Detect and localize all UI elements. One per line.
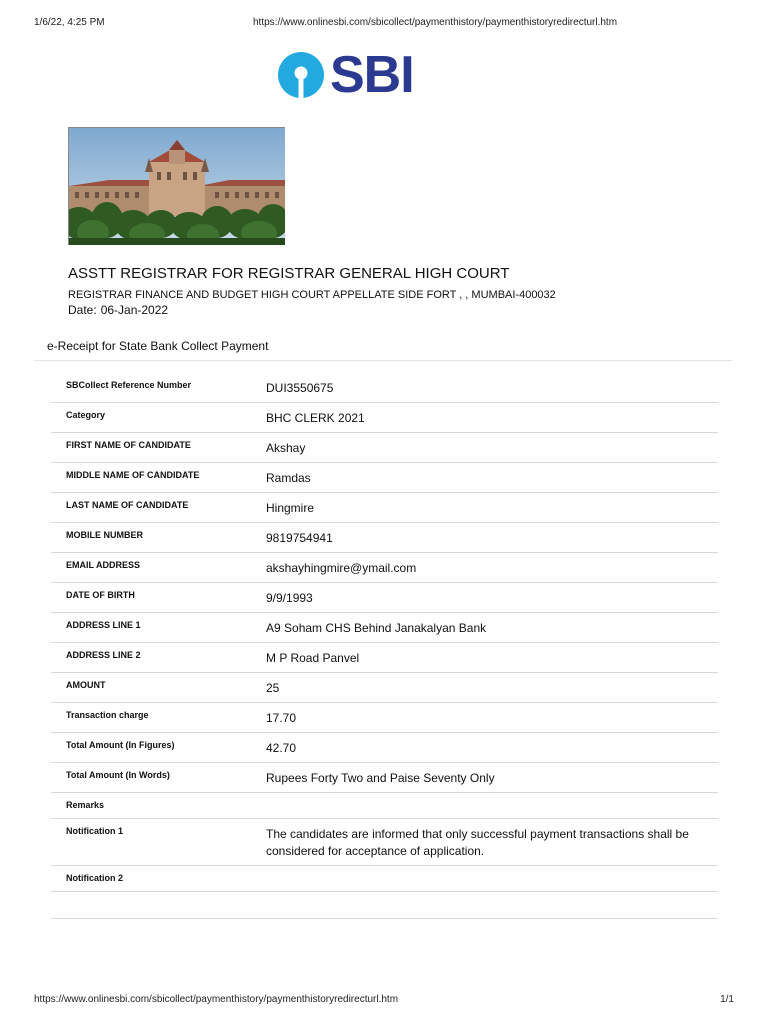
receipt-details-table [51, 373, 718, 919]
field-value: Akshay [266, 433, 718, 463]
field-label: Remarks [51, 793, 266, 819]
table-row [51, 673, 718, 703]
table-row [51, 463, 718, 493]
organization-name: ASSTT REGISTRAR FOR REGISTRAR GENERAL HIGH COURT [68, 265, 510, 282]
field-value: Rupees Forty Two and Paise Seventy Only [266, 763, 718, 793]
field-label: AMOUNT [51, 673, 266, 703]
date-value: 06-Jan-2022 [100, 303, 169, 317]
field-label: LAST NAME OF CANDIDATE [51, 493, 266, 523]
field-value: 9819754941 [266, 523, 718, 553]
high-court-building-image [68, 127, 285, 245]
sbi-logo-text: SBI [330, 46, 414, 104]
field-value: DUI3550675 [266, 373, 718, 403]
field-label: Total Amount (In Words) [51, 763, 266, 793]
print-url: https://www.onlinesbi.com/sbicollect/paymenthistory/paymenthistoryredirecturl.htm [253, 17, 618, 28]
field-value: 17.70 [266, 703, 718, 733]
field-label: MOBILE NUMBER [51, 523, 266, 553]
page-number: 1/1 [720, 994, 734, 1005]
field-value: Hingmire [266, 493, 718, 523]
date-label: Date: [68, 303, 97, 317]
field-value: BHC CLERK 2021 [266, 403, 718, 433]
table-row [51, 703, 718, 733]
organization-address: REGISTRAR FINANCE AND BUDGET HIGH COURT APPELLATE SIDE FORT , , MUMBAI-400032 [68, 289, 556, 301]
field-label: MIDDLE NAME OF CANDIDATE [51, 463, 266, 493]
field-value [266, 793, 718, 819]
field-label: Total Amount (In Figures) [51, 733, 266, 763]
print-header [34, 17, 734, 31]
table-row [51, 373, 718, 403]
field-label: Category [51, 403, 266, 433]
table-row [51, 793, 718, 819]
table-row [51, 763, 718, 793]
field-value: M P Road Panvel [266, 643, 718, 673]
table-row [51, 493, 718, 523]
field-value: The candidates are informed that only successful payment transactions shall be considered for acceptance of application. [266, 819, 718, 866]
field-value: 25 [266, 673, 718, 703]
print-datetime: 1/6/22, 4:25 PM [34, 17, 105, 28]
table-row [51, 583, 718, 613]
table-row [51, 403, 718, 433]
field-label: ADDRESS LINE 2 [51, 643, 266, 673]
table-row [51, 613, 718, 643]
empty-cell [266, 892, 718, 919]
field-label: ADDRESS LINE 1 [51, 613, 266, 643]
field-label: SBCollect Reference Number [51, 373, 266, 403]
sbi-keyhole-icon [278, 52, 324, 98]
receipt-date [68, 303, 168, 317]
field-label: DATE OF BIRTH [51, 583, 266, 613]
print-footer [34, 994, 734, 1008]
field-label: EMAIL ADDRESS [51, 553, 266, 583]
table-row [51, 553, 718, 583]
field-label: Notification 1 [51, 819, 266, 866]
table-row [51, 819, 718, 866]
table-row [51, 733, 718, 763]
field-value: 42.70 [266, 733, 718, 763]
divider [34, 360, 732, 361]
table-row-empty [51, 892, 718, 919]
receipt-title: e-Receipt for State Bank Collect Payment [47, 339, 269, 353]
field-label: Notification 2 [51, 866, 266, 892]
field-label: FIRST NAME OF CANDIDATE [51, 433, 266, 463]
field-value: A9 Soham CHS Behind Janakalyan Bank [266, 613, 718, 643]
field-value: akshayhingmire@ymail.com [266, 553, 718, 583]
table-row [51, 433, 718, 463]
table-row [51, 866, 718, 892]
footer-url: https://www.onlinesbi.com/sbicollect/paymenthistory/paymenthistoryredirecturl.htm [34, 994, 399, 1005]
empty-cell [51, 892, 266, 919]
field-value [266, 866, 718, 892]
table-row [51, 523, 718, 553]
field-value: Ramdas [266, 463, 718, 493]
sbi-logo [278, 46, 414, 104]
field-label: Transaction charge [51, 703, 266, 733]
field-value: 9/9/1993 [266, 583, 718, 613]
table-row [51, 643, 718, 673]
